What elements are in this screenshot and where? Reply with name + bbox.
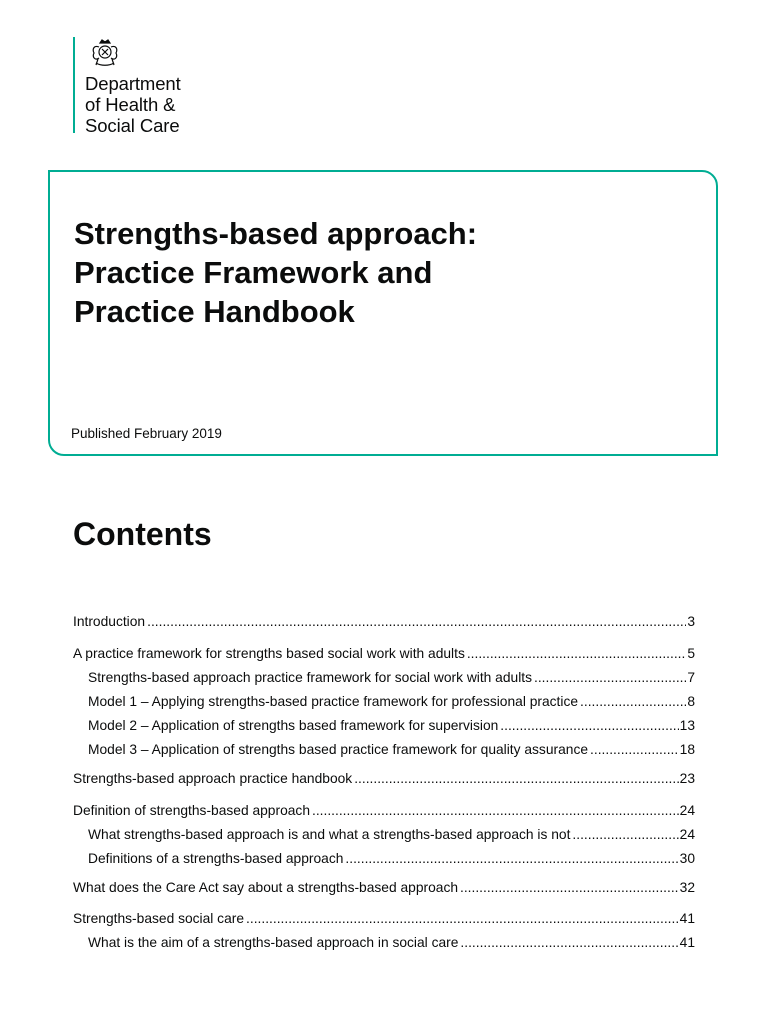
toc-entry-label: Model 1 – Applying strengths-based practice framework for professional practice: [88, 694, 579, 709]
toc-entry-page: 3: [687, 614, 695, 629]
document-title: [74, 214, 477, 331]
toc-leader-dots: [580, 692, 686, 712]
toc-leader-dots: [572, 825, 678, 845]
org-line-2: of Health &: [85, 94, 176, 115]
toc-entry-page: 23: [679, 771, 695, 786]
toc-entry-page: 8: [687, 694, 695, 709]
cover-title-box: [48, 170, 718, 456]
toc-leader-dots: [354, 769, 678, 789]
toc-entry-aim[interactable]: [88, 933, 695, 953]
toc-entry-page: 13: [679, 718, 695, 733]
title-line-2: Practice Framework and: [74, 255, 433, 290]
toc-entry-care-act[interactable]: [73, 878, 695, 898]
toc-entry-social-care[interactable]: [73, 909, 695, 929]
toc-entry-page: 41: [679, 911, 695, 926]
toc-entry-introduction[interactable]: [73, 612, 695, 632]
toc-entry-framework-social-work[interactable]: [88, 668, 695, 688]
toc-entry-label: Strengths-based approach practice handbook: [73, 771, 353, 786]
title-line-3: Practice Handbook: [74, 294, 355, 329]
published-date: Published February 2019: [71, 426, 222, 441]
toc-entry-page: 5: [687, 646, 695, 661]
toc-entry-label: Model 3 – Application of strengths based practice framework for quality assurance: [88, 742, 589, 757]
toc-entry-definitions[interactable]: [88, 849, 695, 869]
toc-entry-page: 7: [687, 670, 695, 685]
toc-entry-label: What does the Care Act say about a strengths-based approach: [73, 880, 459, 895]
department-logo: [73, 37, 181, 136]
toc-entry-page: 24: [679, 803, 695, 818]
toc-entry-practice-framework[interactable]: [73, 644, 695, 664]
toc-leader-dots: [246, 909, 679, 929]
org-line-1: Department: [85, 73, 181, 94]
toc-entry-page: 32: [679, 880, 695, 895]
toc-leader-dots: [460, 878, 679, 898]
toc-entry-what-it-is[interactable]: [88, 825, 695, 845]
toc-leader-dots: [147, 612, 686, 632]
toc-entry-page: 30: [679, 851, 695, 866]
toc-entry-label: Definition of strengths-based approach: [73, 803, 310, 818]
royal-crest-icon: [87, 37, 123, 69]
toc-entry-model-3[interactable]: [88, 740, 695, 760]
toc-entry-label: Strengths-based social care: [73, 911, 245, 926]
org-line-3: Social Care: [85, 115, 180, 136]
toc-entry-practice-handbook[interactable]: [73, 769, 695, 789]
toc-leader-dots: [467, 644, 686, 664]
toc-entry-label: Introduction: [73, 614, 146, 629]
title-line-1: Strengths-based approach:: [74, 216, 478, 251]
organisation-name: [85, 73, 181, 136]
toc-entry-label: Definitions of a strengths-based approach: [88, 851, 344, 866]
toc-entry-model-2[interactable]: [88, 716, 695, 736]
toc-entry-label: Model 2 – Application of strengths based framework for supervision: [88, 718, 499, 733]
toc-leader-dots: [500, 716, 678, 736]
toc-leader-dots: [590, 740, 679, 760]
toc-entry-page: 41: [679, 935, 695, 950]
toc-entry-page: 18: [679, 742, 695, 757]
toc-entry-label: What is the aim of a strengths-based approach in social care: [88, 935, 459, 950]
toc-leader-dots: [534, 668, 686, 688]
toc-entry-definition[interactable]: [73, 801, 695, 821]
toc-entry-model-1[interactable]: [88, 692, 695, 712]
toc-leader-dots: [460, 933, 678, 953]
toc-entry-label: What strengths-based approach is and what a strengths-based approach is not: [88, 827, 571, 842]
toc-leader-dots: [345, 849, 678, 869]
toc-entry-page: 24: [679, 827, 695, 842]
contents-heading: Contents: [73, 516, 212, 552]
toc-leader-dots: [312, 801, 679, 821]
toc-entry-label: A practice framework for strengths based social work with adults: [73, 646, 465, 661]
toc-entry-label: Strengths-based approach practice framework for social work with adults: [88, 670, 532, 685]
